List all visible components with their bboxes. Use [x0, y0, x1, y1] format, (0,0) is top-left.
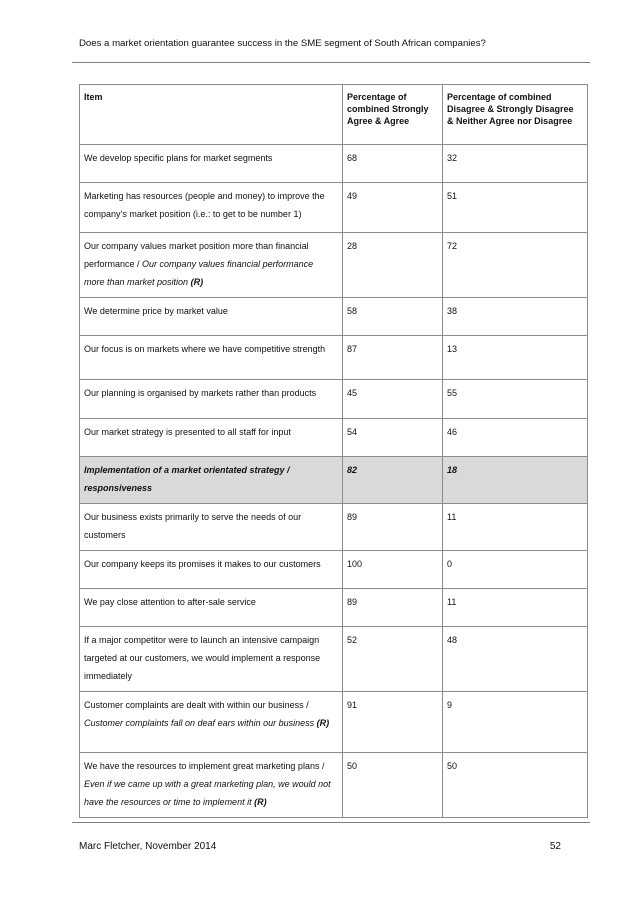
- row-agree-value: 89: [343, 504, 443, 551]
- row-disagree-value: 50: [443, 753, 588, 818]
- row-agree-value: 58: [343, 298, 443, 336]
- table-row: [80, 589, 588, 627]
- table-row: [80, 627, 588, 692]
- row-item: Marketing has resources (people and money) to improve the company’s market position (i.e.: to get to be number 1): [80, 183, 343, 233]
- row-item: Our company keeps its promises it makes to our customers: [80, 551, 343, 589]
- header-divider: [72, 62, 590, 63]
- reverse-mark: (R): [316, 718, 330, 728]
- section-header-row: [80, 457, 588, 504]
- footer-divider: [72, 822, 590, 823]
- row-agree-value: 54: [343, 419, 443, 457]
- row-item-reverse-text: Even if we came up with a great marketing plan, we would not have the resources or time to implement it: [84, 779, 331, 807]
- row-agree-value: 50: [343, 753, 443, 818]
- row-item: Our focus is on markets where we have competitive strength: [80, 336, 343, 380]
- survey-results-table: [79, 84, 588, 818]
- table-row: [80, 753, 588, 818]
- page-header: Does a market orientation guarantee success in the SME segment of South African companies?: [79, 38, 486, 49]
- row-item: [80, 692, 343, 753]
- reverse-mark: (R): [190, 277, 204, 287]
- table-row: [80, 380, 588, 419]
- row-agree-value: 100: [343, 551, 443, 589]
- table-row: [80, 233, 588, 298]
- row-disagree-value: 51: [443, 183, 588, 233]
- row-disagree-value: 55: [443, 380, 588, 419]
- row-item-text: We have the resources to implement great marketing plans /: [84, 761, 325, 771]
- table-row: [80, 692, 588, 753]
- row-item: Our planning is organised by markets rather than products: [80, 380, 343, 419]
- row-disagree-value: 38: [443, 298, 588, 336]
- table-header-row: [80, 85, 588, 145]
- row-disagree-value: 11: [443, 504, 588, 551]
- table-row: [80, 419, 588, 457]
- column-header-agree: Percentage of combined Strongly Agree & Agree: [343, 85, 443, 145]
- row-item: We pay close attention to after-sale service: [80, 589, 343, 627]
- table-row: [80, 183, 588, 233]
- row-item-reverse-text: Our company values financial performance more than market position: [84, 259, 314, 287]
- row-agree-value: 82: [343, 457, 443, 504]
- row-disagree-value: 72: [443, 233, 588, 298]
- row-agree-value: 87: [343, 336, 443, 380]
- row-disagree-value: 9: [443, 692, 588, 753]
- row-item: [80, 233, 343, 298]
- row-item: Our business exists primarily to serve the needs of our customers: [80, 504, 343, 551]
- row-item-text: Customer complaints are dealt with within our business /: [84, 700, 309, 710]
- page-number: 52: [549, 841, 561, 852]
- table-row: [80, 336, 588, 380]
- row-disagree-value: 18: [443, 457, 588, 504]
- page-footer: Marc Fletcher, November 2014: [79, 841, 217, 852]
- row-item: We develop specific plans for market segments: [80, 145, 343, 183]
- row-item: Our market strategy is presented to all staff for input: [80, 419, 343, 457]
- row-item-reverse-text: Customer complaints fall on deaf ears within our business: [84, 718, 315, 728]
- table-row: [80, 504, 588, 551]
- row-item: We determine price by market value: [80, 298, 343, 336]
- row-agree-value: 89: [343, 589, 443, 627]
- row-agree-value: 91: [343, 692, 443, 753]
- row-disagree-value: 11: [443, 589, 588, 627]
- row-disagree-value: 48: [443, 627, 588, 692]
- row-agree-value: 49: [343, 183, 443, 233]
- row-agree-value: 68: [343, 145, 443, 183]
- column-header-item: Item: [80, 85, 343, 145]
- table-row: [80, 551, 588, 589]
- table-row: [80, 145, 588, 183]
- row-disagree-value: 0: [443, 551, 588, 589]
- row-agree-value: 45: [343, 380, 443, 419]
- section-title: Implementation of a market orientated strategy / responsiveness: [80, 457, 343, 504]
- column-header-disagree: Percentage of combined Disagree & Strongly Disagree & Neither Agree nor Disagree: [443, 85, 588, 145]
- table-row: [80, 298, 588, 336]
- row-agree-value: 28: [343, 233, 443, 298]
- row-disagree-value: 32: [443, 145, 588, 183]
- reverse-mark: (R): [254, 797, 267, 807]
- row-disagree-value: 46: [443, 419, 588, 457]
- row-item: If a major competitor were to launch an intensive campaign targeted at our customers, we would implement a response immediately: [80, 627, 343, 692]
- row-disagree-value: 13: [443, 336, 588, 380]
- row-item-text: Our company values market position more than financial performance /: [84, 241, 309, 269]
- row-item: [80, 753, 343, 818]
- row-agree-value: 52: [343, 627, 443, 692]
